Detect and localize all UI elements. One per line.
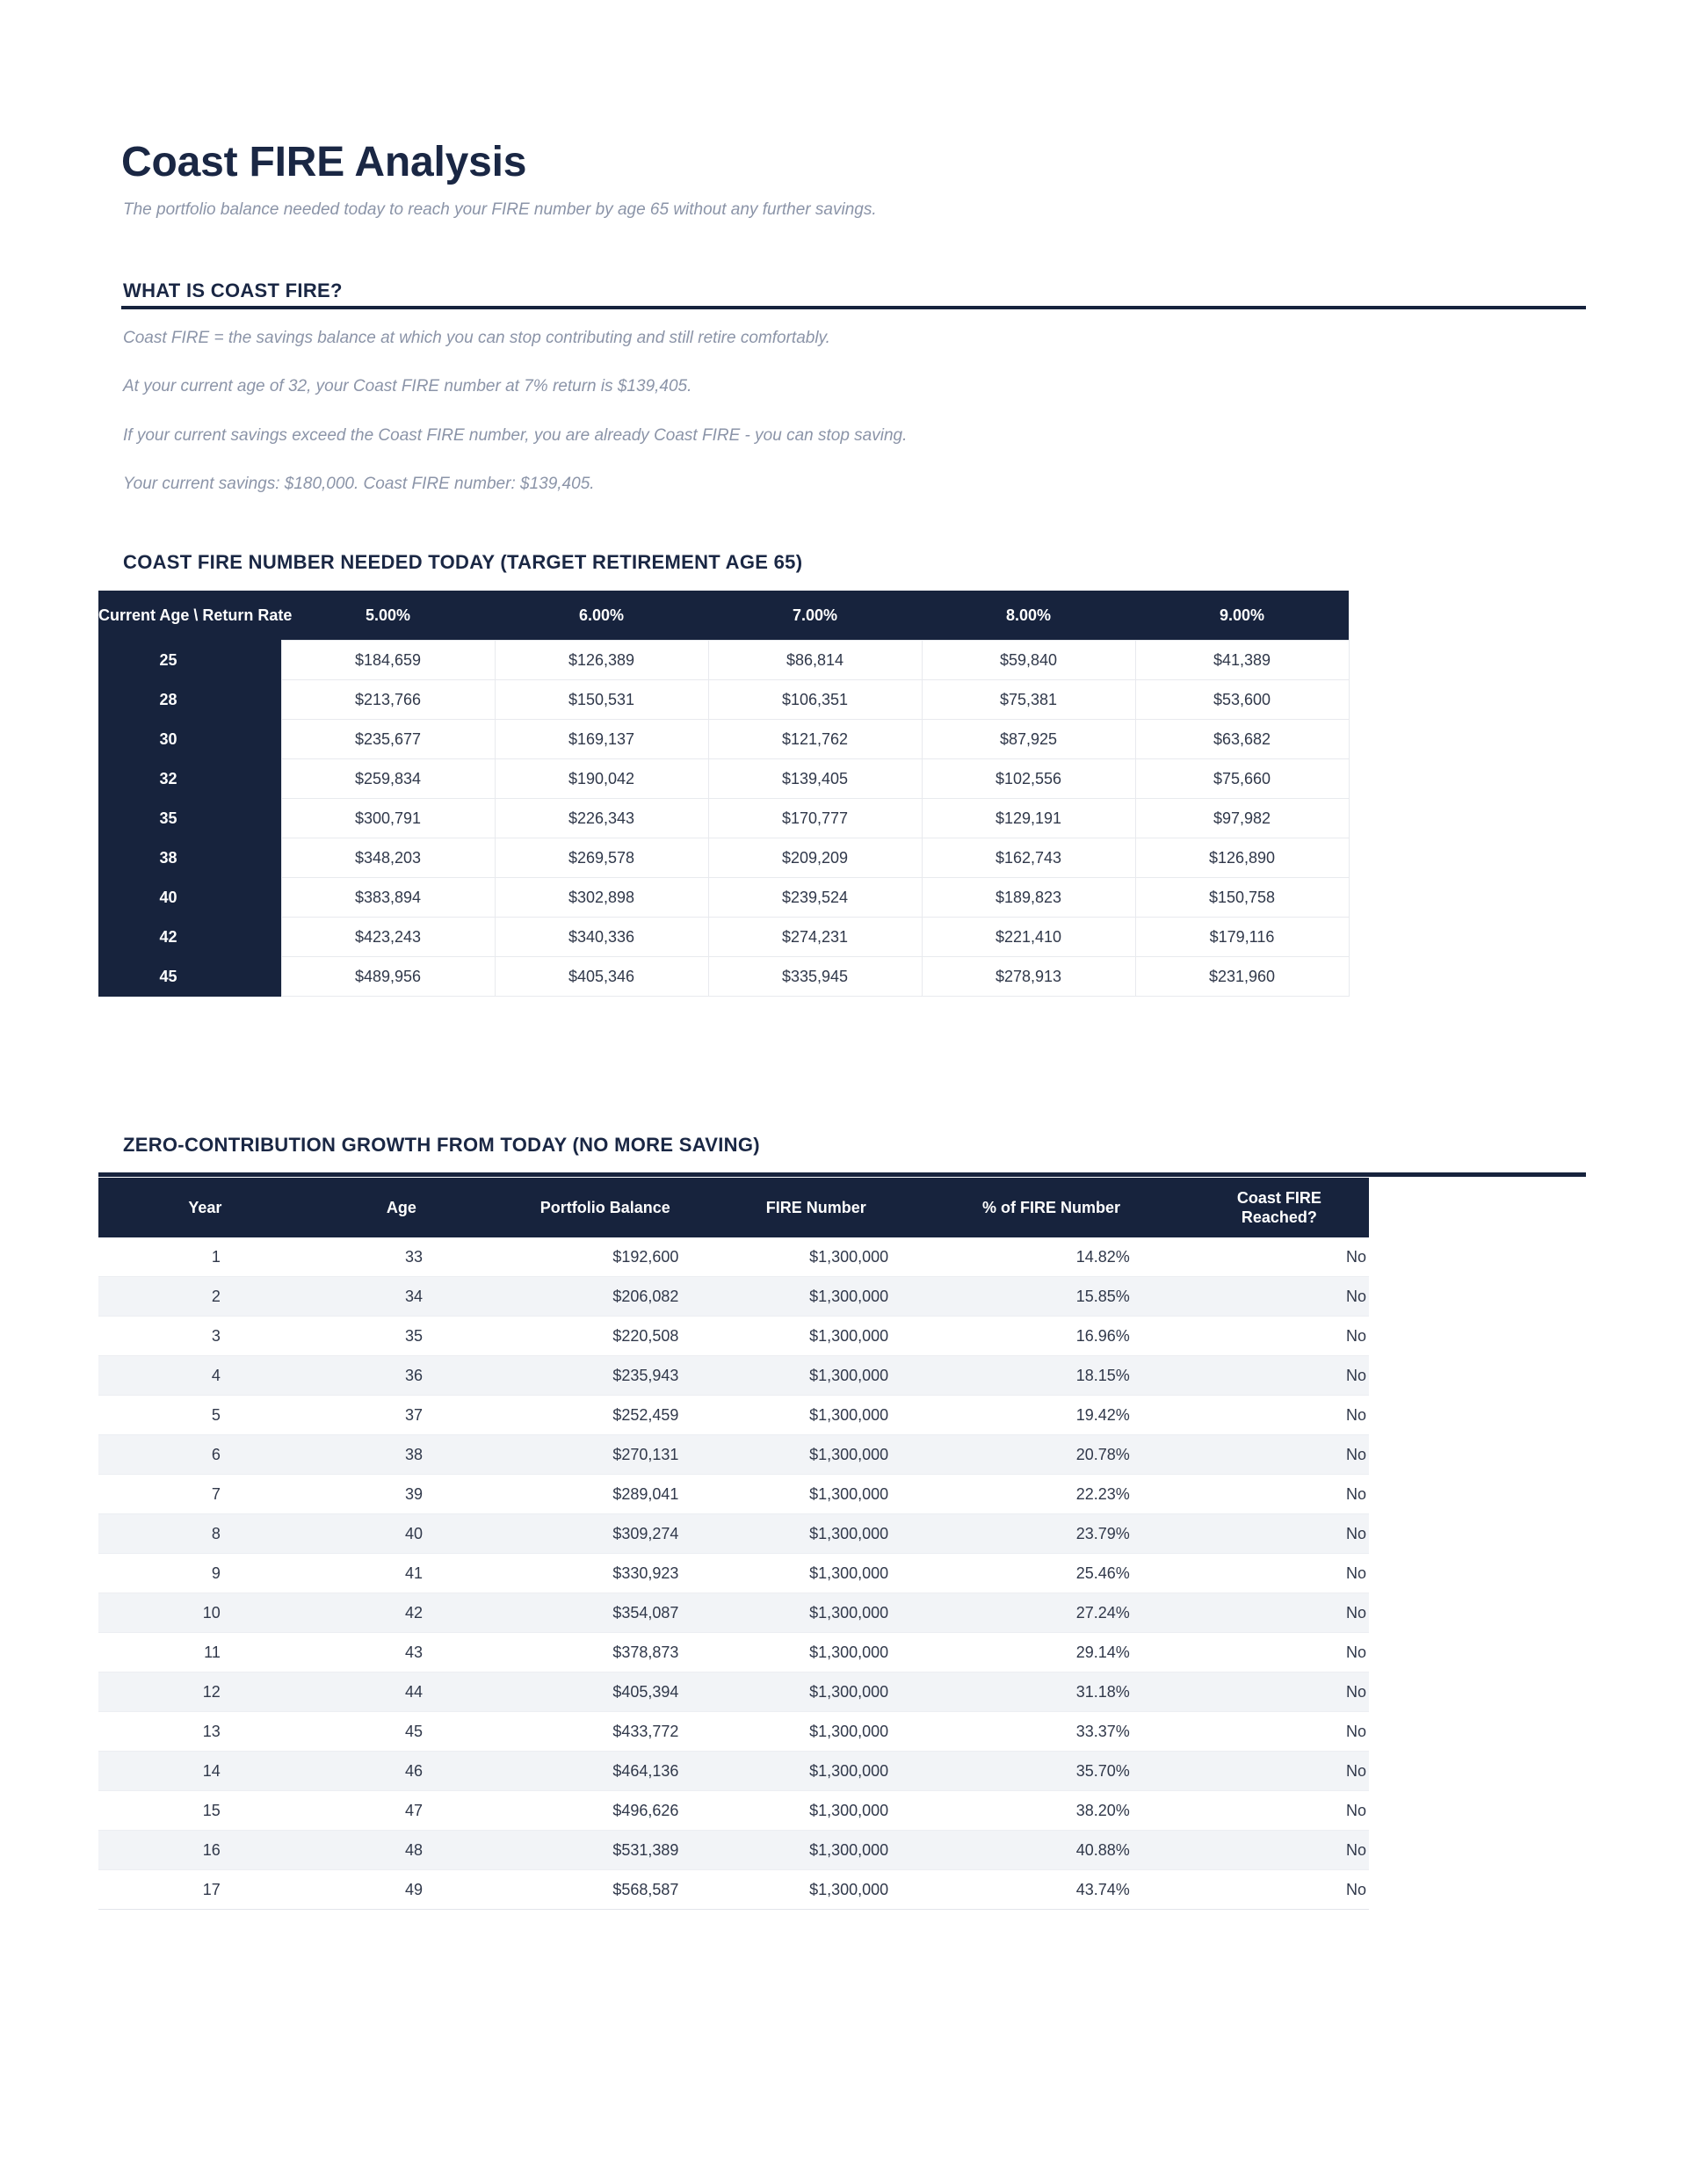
growth-cell-balance: $270,131 xyxy=(491,1435,719,1475)
growth-cell-reached: No xyxy=(1190,1633,1369,1672)
matrix-row-age: 42 xyxy=(98,918,281,957)
growth-cell-year: 7 xyxy=(98,1475,312,1514)
matrix-row-age: 40 xyxy=(98,878,281,918)
table-row xyxy=(98,720,1349,759)
growth-cell-pct: 31.18% xyxy=(913,1672,1190,1712)
growth-cell-age: 39 xyxy=(312,1475,491,1514)
explainer-line-2: At your current age of 32, your Coast FIRE number at 7% return is $139,405. xyxy=(123,377,692,395)
section-heading-zero-contribution-growth: ZERO-CONTRIBUTION GROWTH FROM TODAY (NO MORE SAVING) xyxy=(123,1134,760,1156)
growth-cell-age: 37 xyxy=(312,1396,491,1435)
table-row xyxy=(98,1633,1369,1672)
table-row xyxy=(98,1791,1369,1831)
growth-cell-balance: $433,772 xyxy=(491,1712,719,1752)
matrix-cell: $189,823 xyxy=(922,878,1135,918)
matrix-col-header-5: 5.00% xyxy=(281,591,495,641)
matrix-cell: $269,578 xyxy=(495,838,708,878)
growth-cell-year: 13 xyxy=(98,1712,312,1752)
growth-cell-year: 3 xyxy=(98,1317,312,1356)
growth-cell-year: 12 xyxy=(98,1672,312,1712)
matrix-col-header-8: 8.00% xyxy=(922,591,1135,641)
growth-cell-pct: 40.88% xyxy=(913,1831,1190,1870)
growth-cell-balance: $309,274 xyxy=(491,1514,719,1554)
growth-cell-year: 10 xyxy=(98,1593,312,1633)
growth-cell-fire-number: $1,300,000 xyxy=(719,1593,913,1633)
matrix-header-row xyxy=(98,591,1349,641)
growth-cell-balance: $235,943 xyxy=(491,1356,719,1396)
growth-cell-age: 44 xyxy=(312,1672,491,1712)
table-row xyxy=(98,1870,1369,1910)
matrix-cell: $63,682 xyxy=(1135,720,1349,759)
growth-cell-fire-number: $1,300,000 xyxy=(719,1791,913,1831)
table-row xyxy=(98,1356,1369,1396)
growth-cell-pct: 27.24% xyxy=(913,1593,1190,1633)
growth-cell-balance: $496,626 xyxy=(491,1791,719,1831)
matrix-cell: $184,659 xyxy=(281,641,495,680)
growth-col-header-line-2: Reached? xyxy=(1241,1208,1317,1226)
matrix-corner-header xyxy=(98,591,293,641)
growth-col-header-fire-number: FIRE Number xyxy=(719,1178,913,1237)
growth-cell-reached: No xyxy=(1190,1237,1369,1277)
growth-cell-reached: No xyxy=(1190,1870,1369,1910)
growth-cell-pct: 15.85% xyxy=(913,1277,1190,1317)
matrix-cell: $190,042 xyxy=(495,759,708,799)
matrix-cell: $106,351 xyxy=(708,680,922,720)
matrix-cell: $75,660 xyxy=(1135,759,1349,799)
zero-contribution-growth-table xyxy=(98,1178,1369,1910)
matrix-cell: $300,791 xyxy=(281,799,495,838)
table-row xyxy=(98,680,1349,720)
growth-cell-pct: 43.74% xyxy=(913,1870,1190,1910)
table-row xyxy=(98,1237,1369,1277)
table-row xyxy=(98,1672,1369,1712)
growth-cell-balance: $330,923 xyxy=(491,1554,719,1593)
growth-cell-pct: 14.82% xyxy=(913,1237,1190,1277)
growth-cell-balance: $464,136 xyxy=(491,1752,719,1791)
growth-cell-year: 4 xyxy=(98,1356,312,1396)
growth-cell-balance: $252,459 xyxy=(491,1396,719,1435)
section-heading-coast-fire-matrix: COAST FIRE NUMBER NEEDED TODAY (TARGET RETIREMENT AGE 65) xyxy=(123,551,803,573)
matrix-cell: $121,762 xyxy=(708,720,922,759)
growth-cell-fire-number: $1,300,000 xyxy=(719,1870,913,1910)
growth-cell-reached: No xyxy=(1190,1277,1369,1317)
growth-cell-reached: No xyxy=(1190,1514,1369,1554)
table-row xyxy=(98,759,1349,799)
table-row xyxy=(98,838,1349,878)
matrix-cell: $335,945 xyxy=(708,957,922,997)
growth-cell-reached: No xyxy=(1190,1475,1369,1514)
growth-cell-fire-number: $1,300,000 xyxy=(719,1396,913,1435)
growth-cell-balance: $405,394 xyxy=(491,1672,719,1712)
growth-cell-fire-number: $1,300,000 xyxy=(719,1356,913,1396)
table-row xyxy=(98,957,1349,997)
growth-cell-age: 35 xyxy=(312,1317,491,1356)
growth-cell-year: 1 xyxy=(98,1237,312,1277)
growth-cell-pct: 16.96% xyxy=(913,1317,1190,1356)
growth-cell-fire-number: $1,300,000 xyxy=(719,1633,913,1672)
growth-cell-year: 14 xyxy=(98,1752,312,1791)
growth-cell-balance: $568,587 xyxy=(491,1870,719,1910)
matrix-cell: $150,531 xyxy=(495,680,708,720)
matrix-cell: $126,890 xyxy=(1135,838,1349,878)
matrix-cell: $129,191 xyxy=(922,799,1135,838)
growth-cell-year: 9 xyxy=(98,1554,312,1593)
matrix-col-header-9: 9.00% xyxy=(1135,591,1349,641)
growth-cell-age: 45 xyxy=(312,1712,491,1752)
growth-cell-year: 17 xyxy=(98,1870,312,1910)
matrix-cell: $489,956 xyxy=(281,957,495,997)
matrix-row-age: 45 xyxy=(98,957,281,997)
matrix-cell: $150,758 xyxy=(1135,878,1349,918)
growth-cell-reached: No xyxy=(1190,1554,1369,1593)
matrix-cell: $213,766 xyxy=(281,680,495,720)
growth-cell-balance: $220,508 xyxy=(491,1317,719,1356)
coast-fire-matrix-table xyxy=(98,591,1350,997)
growth-cell-pct: 29.14% xyxy=(913,1633,1190,1672)
growth-cell-pct: 33.37% xyxy=(913,1712,1190,1752)
table-row xyxy=(98,1752,1369,1791)
table-row xyxy=(98,1554,1369,1593)
matrix-row-age: 30 xyxy=(98,720,281,759)
matrix-cell: $221,410 xyxy=(922,918,1135,957)
growth-cell-balance: $354,087 xyxy=(491,1593,719,1633)
matrix-cell: $59,840 xyxy=(922,641,1135,680)
growth-cell-pct: 22.23% xyxy=(913,1475,1190,1514)
growth-header-row xyxy=(98,1178,1369,1237)
matrix-cell: $226,343 xyxy=(495,799,708,838)
section-heading-what-is-coast-fire: WHAT IS COAST FIRE? xyxy=(123,279,343,301)
matrix-table-body xyxy=(98,641,1349,997)
matrix-cell: $274,231 xyxy=(708,918,922,957)
growth-cell-reached: No xyxy=(1190,1356,1369,1396)
growth-cell-pct: 18.15% xyxy=(913,1356,1190,1396)
growth-cell-year: 2 xyxy=(98,1277,312,1317)
growth-cell-fire-number: $1,300,000 xyxy=(719,1277,913,1317)
matrix-cell: $170,777 xyxy=(708,799,922,838)
matrix-cell: $231,960 xyxy=(1135,957,1349,997)
matrix-row-age: 32 xyxy=(98,759,281,799)
growth-cell-fire-number: $1,300,000 xyxy=(719,1435,913,1475)
growth-cell-year: 6 xyxy=(98,1435,312,1475)
growth-cell-fire-number: $1,300,000 xyxy=(719,1514,913,1554)
growth-cell-balance: $531,389 xyxy=(491,1831,719,1870)
table-row xyxy=(98,799,1349,838)
table-row xyxy=(98,1277,1369,1317)
growth-cell-year: 8 xyxy=(98,1514,312,1554)
growth-cell-age: 36 xyxy=(312,1356,491,1396)
growth-col-header-coast-fire-reached xyxy=(1190,1178,1369,1237)
matrix-cell: $87,925 xyxy=(922,720,1135,759)
growth-cell-pct: 20.78% xyxy=(913,1435,1190,1475)
matrix-cell: $302,898 xyxy=(495,878,708,918)
growth-cell-age: 33 xyxy=(312,1237,491,1277)
growth-cell-reached: No xyxy=(1190,1396,1369,1435)
table-row xyxy=(98,878,1349,918)
section-divider-growth xyxy=(98,1172,1586,1177)
table-row xyxy=(98,1396,1369,1435)
growth-col-header-age: Age xyxy=(312,1178,491,1237)
growth-col-header-line-1: Coast FIRE xyxy=(1236,1188,1321,1207)
page-subtitle: The portfolio balance needed today to reach your FIRE number by age 65 without any further savings. xyxy=(123,200,877,219)
table-row xyxy=(98,1593,1369,1633)
matrix-cell: $209,209 xyxy=(708,838,922,878)
growth-cell-year: 15 xyxy=(98,1791,312,1831)
table-row xyxy=(98,1317,1369,1356)
growth-cell-balance: $192,600 xyxy=(491,1237,719,1277)
section-divider-explainer xyxy=(121,306,1586,309)
matrix-cell: $259,834 xyxy=(281,759,495,799)
table-row xyxy=(98,1514,1369,1554)
table-row xyxy=(98,641,1349,680)
growth-col-header-pct-of-fire: % of FIRE Number xyxy=(913,1178,1190,1237)
growth-cell-year: 11 xyxy=(98,1633,312,1672)
growth-cell-age: 46 xyxy=(312,1752,491,1791)
matrix-cell: $278,913 xyxy=(922,957,1135,997)
matrix-row-age: 38 xyxy=(98,838,281,878)
growth-cell-balance: $206,082 xyxy=(491,1277,719,1317)
explainer-line-3: If your current savings exceed the Coast FIRE number, you are already Coast FIRE - you can stop saving. xyxy=(123,426,908,445)
matrix-cell: $86,814 xyxy=(708,641,922,680)
matrix-row-age: 35 xyxy=(98,799,281,838)
growth-cell-year: 16 xyxy=(98,1831,312,1870)
matrix-cell: $53,600 xyxy=(1135,680,1349,720)
growth-cell-pct: 25.46% xyxy=(913,1554,1190,1593)
matrix-cell: $169,137 xyxy=(495,720,708,759)
growth-table-body xyxy=(98,1237,1369,1910)
explainer-line-4: Your current savings: $180,000. Coast FIRE number: $139,405. xyxy=(123,475,595,493)
growth-cell-age: 43 xyxy=(312,1633,491,1672)
page-title: Coast FIRE Analysis xyxy=(121,139,527,186)
growth-cell-age: 42 xyxy=(312,1593,491,1633)
growth-cell-age: 49 xyxy=(312,1870,491,1910)
growth-cell-age: 38 xyxy=(312,1435,491,1475)
matrix-cell: $126,389 xyxy=(495,641,708,680)
matrix-cell: $139,405 xyxy=(708,759,922,799)
growth-col-header-portfolio-balance: Portfolio Balance xyxy=(491,1178,719,1237)
growth-cell-pct: 35.70% xyxy=(913,1752,1190,1791)
growth-cell-fire-number: $1,300,000 xyxy=(719,1237,913,1277)
matrix-cell: $239,524 xyxy=(708,878,922,918)
matrix-row-age: 25 xyxy=(98,641,281,680)
matrix-cell: $97,982 xyxy=(1135,799,1349,838)
growth-cell-reached: No xyxy=(1190,1791,1369,1831)
growth-col-header-year: Year xyxy=(98,1178,312,1237)
table-row xyxy=(98,1712,1369,1752)
matrix-cell: $405,346 xyxy=(495,957,708,997)
growth-cell-reached: No xyxy=(1190,1831,1369,1870)
matrix-cell: $102,556 xyxy=(922,759,1135,799)
matrix-cell: $383,894 xyxy=(281,878,495,918)
growth-cell-age: 47 xyxy=(312,1791,491,1831)
growth-cell-balance: $289,041 xyxy=(491,1475,719,1514)
matrix-cell: $179,116 xyxy=(1135,918,1349,957)
growth-cell-pct: 23.79% xyxy=(913,1514,1190,1554)
growth-cell-pct: 38.20% xyxy=(913,1791,1190,1831)
matrix-cell: $423,243 xyxy=(281,918,495,957)
growth-cell-fire-number: $1,300,000 xyxy=(719,1554,913,1593)
growth-cell-reached: No xyxy=(1190,1435,1369,1475)
growth-cell-fire-number: $1,300,000 xyxy=(719,1672,913,1712)
explainer-line-1: Coast FIRE = the savings balance at which you can stop contributing and still retire comfortably. xyxy=(123,329,830,347)
table-row xyxy=(98,1475,1369,1514)
matrix-corner-label: Current Age \ Return Rate xyxy=(98,606,293,624)
table-row xyxy=(98,1435,1369,1475)
matrix-col-header-6: 6.00% xyxy=(495,591,708,641)
growth-cell-age: 40 xyxy=(312,1514,491,1554)
matrix-cell: $348,203 xyxy=(281,838,495,878)
growth-cell-pct: 19.42% xyxy=(913,1396,1190,1435)
growth-cell-fire-number: $1,300,000 xyxy=(719,1831,913,1870)
growth-cell-reached: No xyxy=(1190,1712,1369,1752)
growth-cell-reached: No xyxy=(1190,1593,1369,1633)
growth-cell-age: 34 xyxy=(312,1277,491,1317)
growth-cell-fire-number: $1,300,000 xyxy=(719,1712,913,1752)
matrix-cell: $162,743 xyxy=(922,838,1135,878)
growth-cell-age: 41 xyxy=(312,1554,491,1593)
growth-cell-fire-number: $1,300,000 xyxy=(719,1752,913,1791)
matrix-cell: $41,389 xyxy=(1135,641,1349,680)
growth-cell-reached: No xyxy=(1190,1317,1369,1356)
growth-cell-fire-number: $1,300,000 xyxy=(719,1317,913,1356)
matrix-col-header-7: 7.00% xyxy=(708,591,922,641)
matrix-cell: $340,336 xyxy=(495,918,708,957)
growth-cell-reached: No xyxy=(1190,1752,1369,1791)
table-row xyxy=(98,1831,1369,1870)
growth-cell-reached: No xyxy=(1190,1672,1369,1712)
matrix-cell: $235,677 xyxy=(281,720,495,759)
matrix-row-age: 28 xyxy=(98,680,281,720)
matrix-cell: $75,381 xyxy=(922,680,1135,720)
growth-cell-fire-number: $1,300,000 xyxy=(719,1475,913,1514)
growth-cell-year: 5 xyxy=(98,1396,312,1435)
table-row xyxy=(98,918,1349,957)
growth-cell-balance: $378,873 xyxy=(491,1633,719,1672)
growth-cell-age: 48 xyxy=(312,1831,491,1870)
